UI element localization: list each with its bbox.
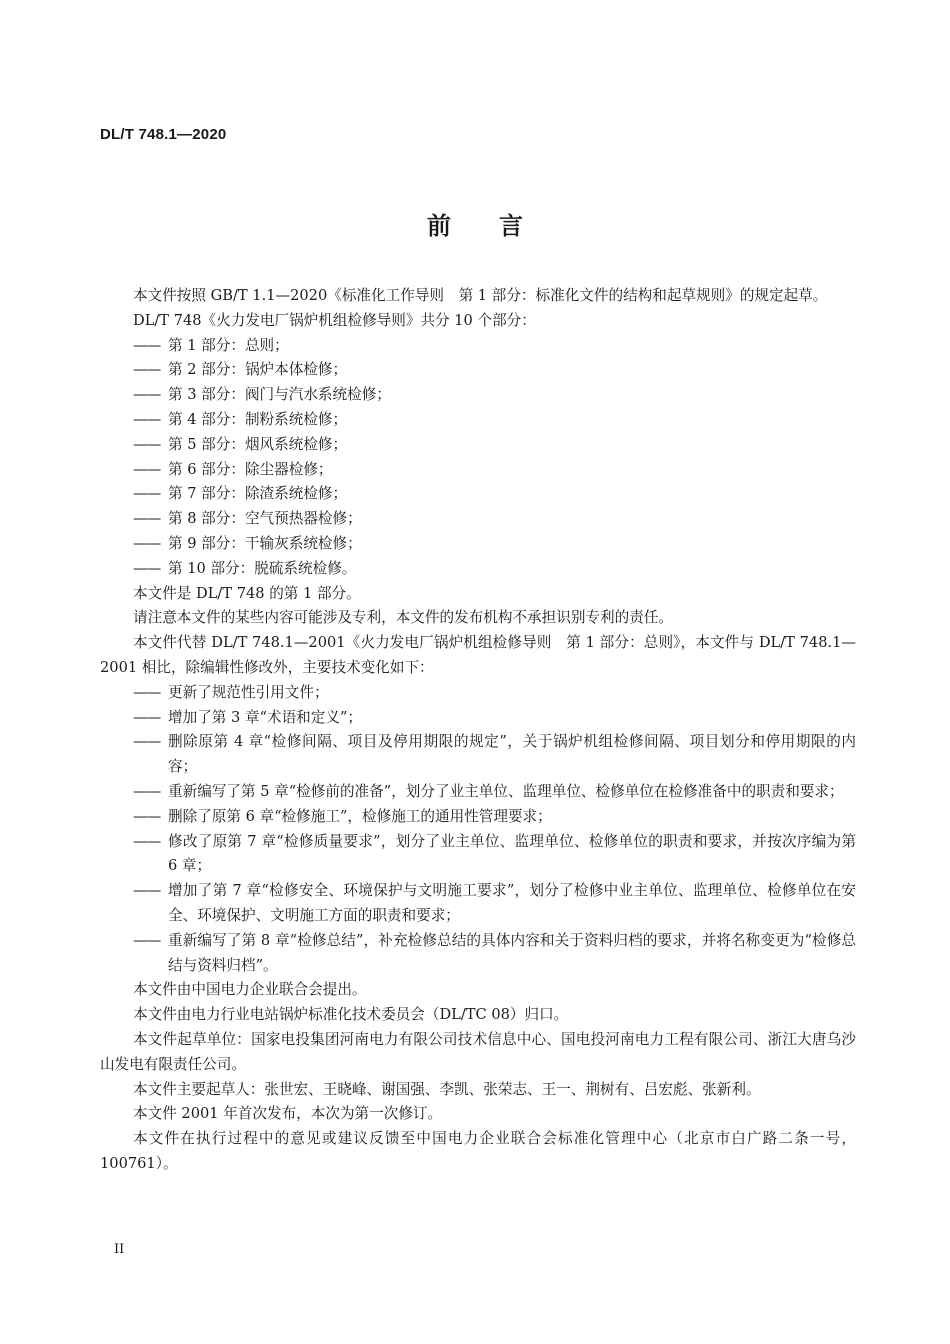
list-item: —— 增加了第 3 章“术语和定义”； bbox=[133, 708, 363, 726]
list-item: —— 第 7 部分：除渣系统检修； bbox=[133, 485, 348, 503]
list-item: —— 更新了规范性引用文件； bbox=[133, 683, 329, 701]
intro-paragraph-2: DL/T 748《火力发电厂锅炉机组检修导则》共分 10 个部分： bbox=[133, 311, 536, 329]
list-item: —— 第 1 部分：总则； bbox=[133, 336, 289, 354]
list-item: —— 第 5 部分：烟风系统检修； bbox=[133, 435, 348, 453]
list-item: —— 第 10 部分：脱硫系统检修。 bbox=[133, 559, 357, 577]
list-item: —— 第 9 部分：干输灰系统检修； bbox=[133, 534, 362, 552]
intro-paragraph-1: 本文件按照 GB/T 1.1—2020《标准化工作导则 第 1 部分：标准化文件的结构和起草规则》的规定起草。 bbox=[133, 287, 828, 304]
paragraph-history: 本文件 2001 年首次发布，本次为第一次修订。 bbox=[133, 1105, 443, 1123]
list-item: —— 第 3 部分：阀门与汽水系统检修； bbox=[133, 386, 391, 404]
list-item: —— 修改了原第 7 章“检修质量要求”，划分了业主单位、监理单位、检修单位的职责和要求，并按次序编为第 6 章； bbox=[133, 832, 856, 875]
list-item: —— 第 8 部分：空气预热器检修； bbox=[133, 510, 362, 528]
list-item: —— 增加了第 7 章“检修安全、环境保护与文明施工要求”，划分了检修中业主单位、监理单位、检修单位在安全、环境保护、文明施工方面的职责和要求； bbox=[133, 882, 856, 924]
list-item: —— 删除原第 4 章“检修间隔、项目及停用期限的规定”，关于锅炉机组检修间隔、项目划分和停用期限的内容； bbox=[133, 733, 856, 776]
list-item: —— 重新编写了第 8 章“检修总结”，补充检修总结的具体内容和关于资料归档的要求，并将名称变更为“检修总结与资料归档”。 bbox=[133, 931, 856, 974]
list-item: —— 第 4 部分：制粉系统检修； bbox=[133, 410, 348, 428]
title-char-2: 言 bbox=[499, 212, 523, 240]
paragraph-replacement: 本文件代替 DL/T 748.1—2001《火力发电厂锅炉机组检修导则 第 1 部分：总则》，本文件与 DL/T 748.1—2001 相比，除编辑性修改外，主要技术变化如下： bbox=[100, 634, 856, 676]
parts-list bbox=[100, 334, 856, 582]
title-char-1: 前 bbox=[427, 212, 451, 240]
list-item: —— 删除了原第 6 章“检修施工”，检修施工的通用性管理要求； bbox=[133, 807, 552, 825]
standard-code: DL/T 748.1—2020 bbox=[100, 126, 227, 143]
paragraph-proposer: 本文件由中国电力企业联合会提出。 bbox=[133, 981, 367, 999]
paragraph-patent-note: 请注意本文件的某些内容可能涉及专利，本文件的发布机构不承担识别专利的责任。 bbox=[133, 609, 673, 627]
page-title bbox=[0, 206, 950, 241]
page-number: II bbox=[114, 1242, 125, 1257]
list-item: —— 第 2 部分：锅炉本体检修； bbox=[133, 361, 348, 379]
list-item: —— 第 6 部分：除尘器检修； bbox=[133, 460, 333, 478]
paragraph-drafters: 本文件主要起草人：张世宏、王晓峰、谢国强、李凯、张荣志、王一、荆树有、吕宏彪、张新利。 bbox=[133, 1080, 761, 1098]
paragraph-part-note: 本文件是 DL/T 748 的第 1 部分。 bbox=[133, 584, 361, 602]
paragraph-feedback: 本文件在执行过程中的意见或建议反馈至中国电力企业联合会标准化管理中心（北京市白广路二条一号，100761）。 bbox=[100, 1130, 856, 1172]
list-item: —— 重新编写了第 5 章“检修前的准备”，划分了业主单位、监理单位、检修单位在检修准备中的职责和要求； bbox=[133, 782, 844, 800]
paragraph-committee: 本文件由电力行业电站锅炉标准化技术委员会（DL/TC 08）归口。 bbox=[133, 1006, 569, 1024]
changes-list bbox=[100, 681, 856, 979]
paragraph-drafting-units: 本文件起草单位：国家电投集团河南电力有限公司技术信息中心、国电投河南电力工程有限公司、浙江大唐乌沙山发电有限责任公司。 bbox=[100, 1030, 856, 1073]
foreword-body bbox=[100, 284, 856, 1177]
